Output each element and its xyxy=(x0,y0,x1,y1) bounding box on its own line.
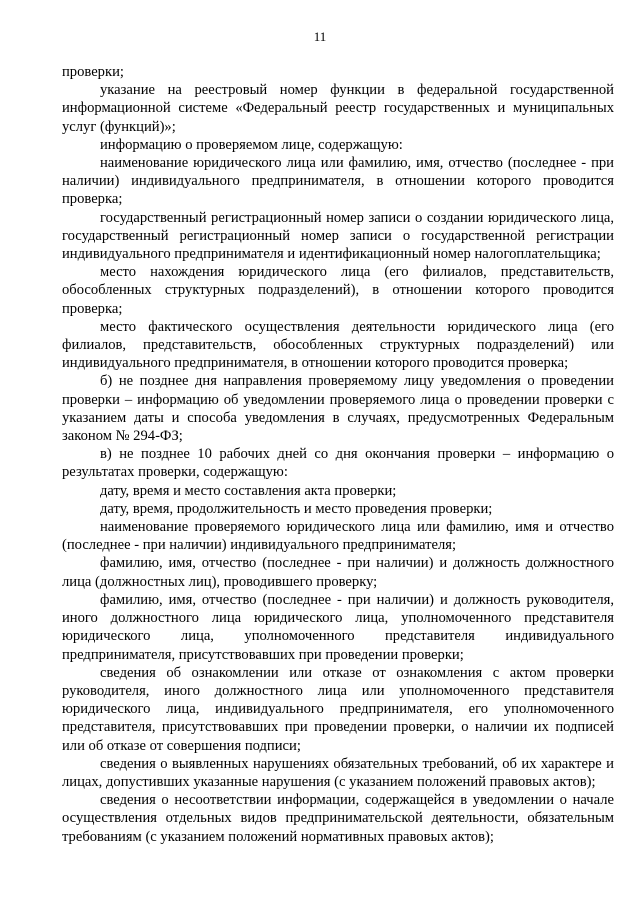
paragraph: проверки; xyxy=(62,64,124,80)
document-body xyxy=(62,63,614,846)
paragraph: указание на реестровый номер функции в федеральной государственной информационной системе «Федеральный реестр государственных и муниципальных услуг (функций)»; xyxy=(62,82,614,135)
paragraph: дату, время и место составления акта проверки; xyxy=(100,482,397,499)
paragraph: в) не позднее 10 рабочих дней со дня окончания проверки – информацию о результатах проверки, содержащую: xyxy=(62,446,614,481)
paragraph: место нахождения юридического лица (его филиалов, представительств, обособленных структурных подразделений), в отношении которого проводится проверка; xyxy=(62,264,614,317)
paragraph: сведения о выявленных нарушениях обязательных требований, об их характере и лицах, допустивших указанные нарушения (с указанием положений правовых актов); xyxy=(62,755,614,790)
paragraph: государственный регистрационный номер записи о создании юридического лица, государственный регистрационный номер записи о государственной регистрации индивидуального предпринимателя и идентификационный номер налогоплательщика; xyxy=(62,209,614,263)
paragraph: сведения о несоответствии информации, содержащейся в уведомлении о начале осуществления отдельных видов предпринимательской деятельности, обязательным требованиям (с указанием положений нормативных правовых актов); xyxy=(62,792,614,845)
paragraph: наименование проверяемого юридического лица или фамилию, имя и отчество (последнее - при наличии) индивидуального предпринимателя; xyxy=(62,519,614,554)
paragraph: дату, время, продолжительность и место проведения проверки; xyxy=(100,500,493,517)
page-number: 11 xyxy=(313,29,327,44)
paragraph: наименование юридического лица или фамилию, имя, отчество (последнее - при наличии) индивидуального предпринимателя, в отношении которого проводится проверка; xyxy=(62,155,614,208)
paragraph: сведения об ознакомлении или отказе от ознакомления с актом проверки руководителя, иного должностного лица или уполномоченного представителя юридического лица, индивидуального предпринимателя, его уполномоченного представителя, присутствовавших при проведении проверки, о наличии их подписей или об отказе от совершения подписи; xyxy=(62,664,614,754)
paragraph: фамилию, имя, отчество (последнее - при наличии) и должность должностного лица (должностных лиц), проводившего проверку; xyxy=(62,555,614,590)
paragraph: б) не позднее дня направления проверяемому лицу уведомления о проведении проверки – информацию об уведомлении проверяемого лица о проведении проверки с указанием даты и способа уведомления в случаях, предусмотренных Федеральным законом № 294-ФЗ; xyxy=(62,373,614,445)
paragraph: место фактического осуществления деятельности юридического лица (его филиалов, представительств, обособленных структурных подразделений) или индивидуального предпринимателя, в отношении которого проводится проверка; xyxy=(62,318,614,372)
paragraph: фамилию, имя, отчество (последнее - при наличии) и должность руководителя, иного должностного лица юридического лица, уполномоченного представителя юридического лица, уполномоченного представителя индивидуального предпринимателя, присутствовавших при проведении проверки; xyxy=(62,591,614,663)
paragraph: информацию о проверяемом лице, содержащую: xyxy=(100,136,403,153)
